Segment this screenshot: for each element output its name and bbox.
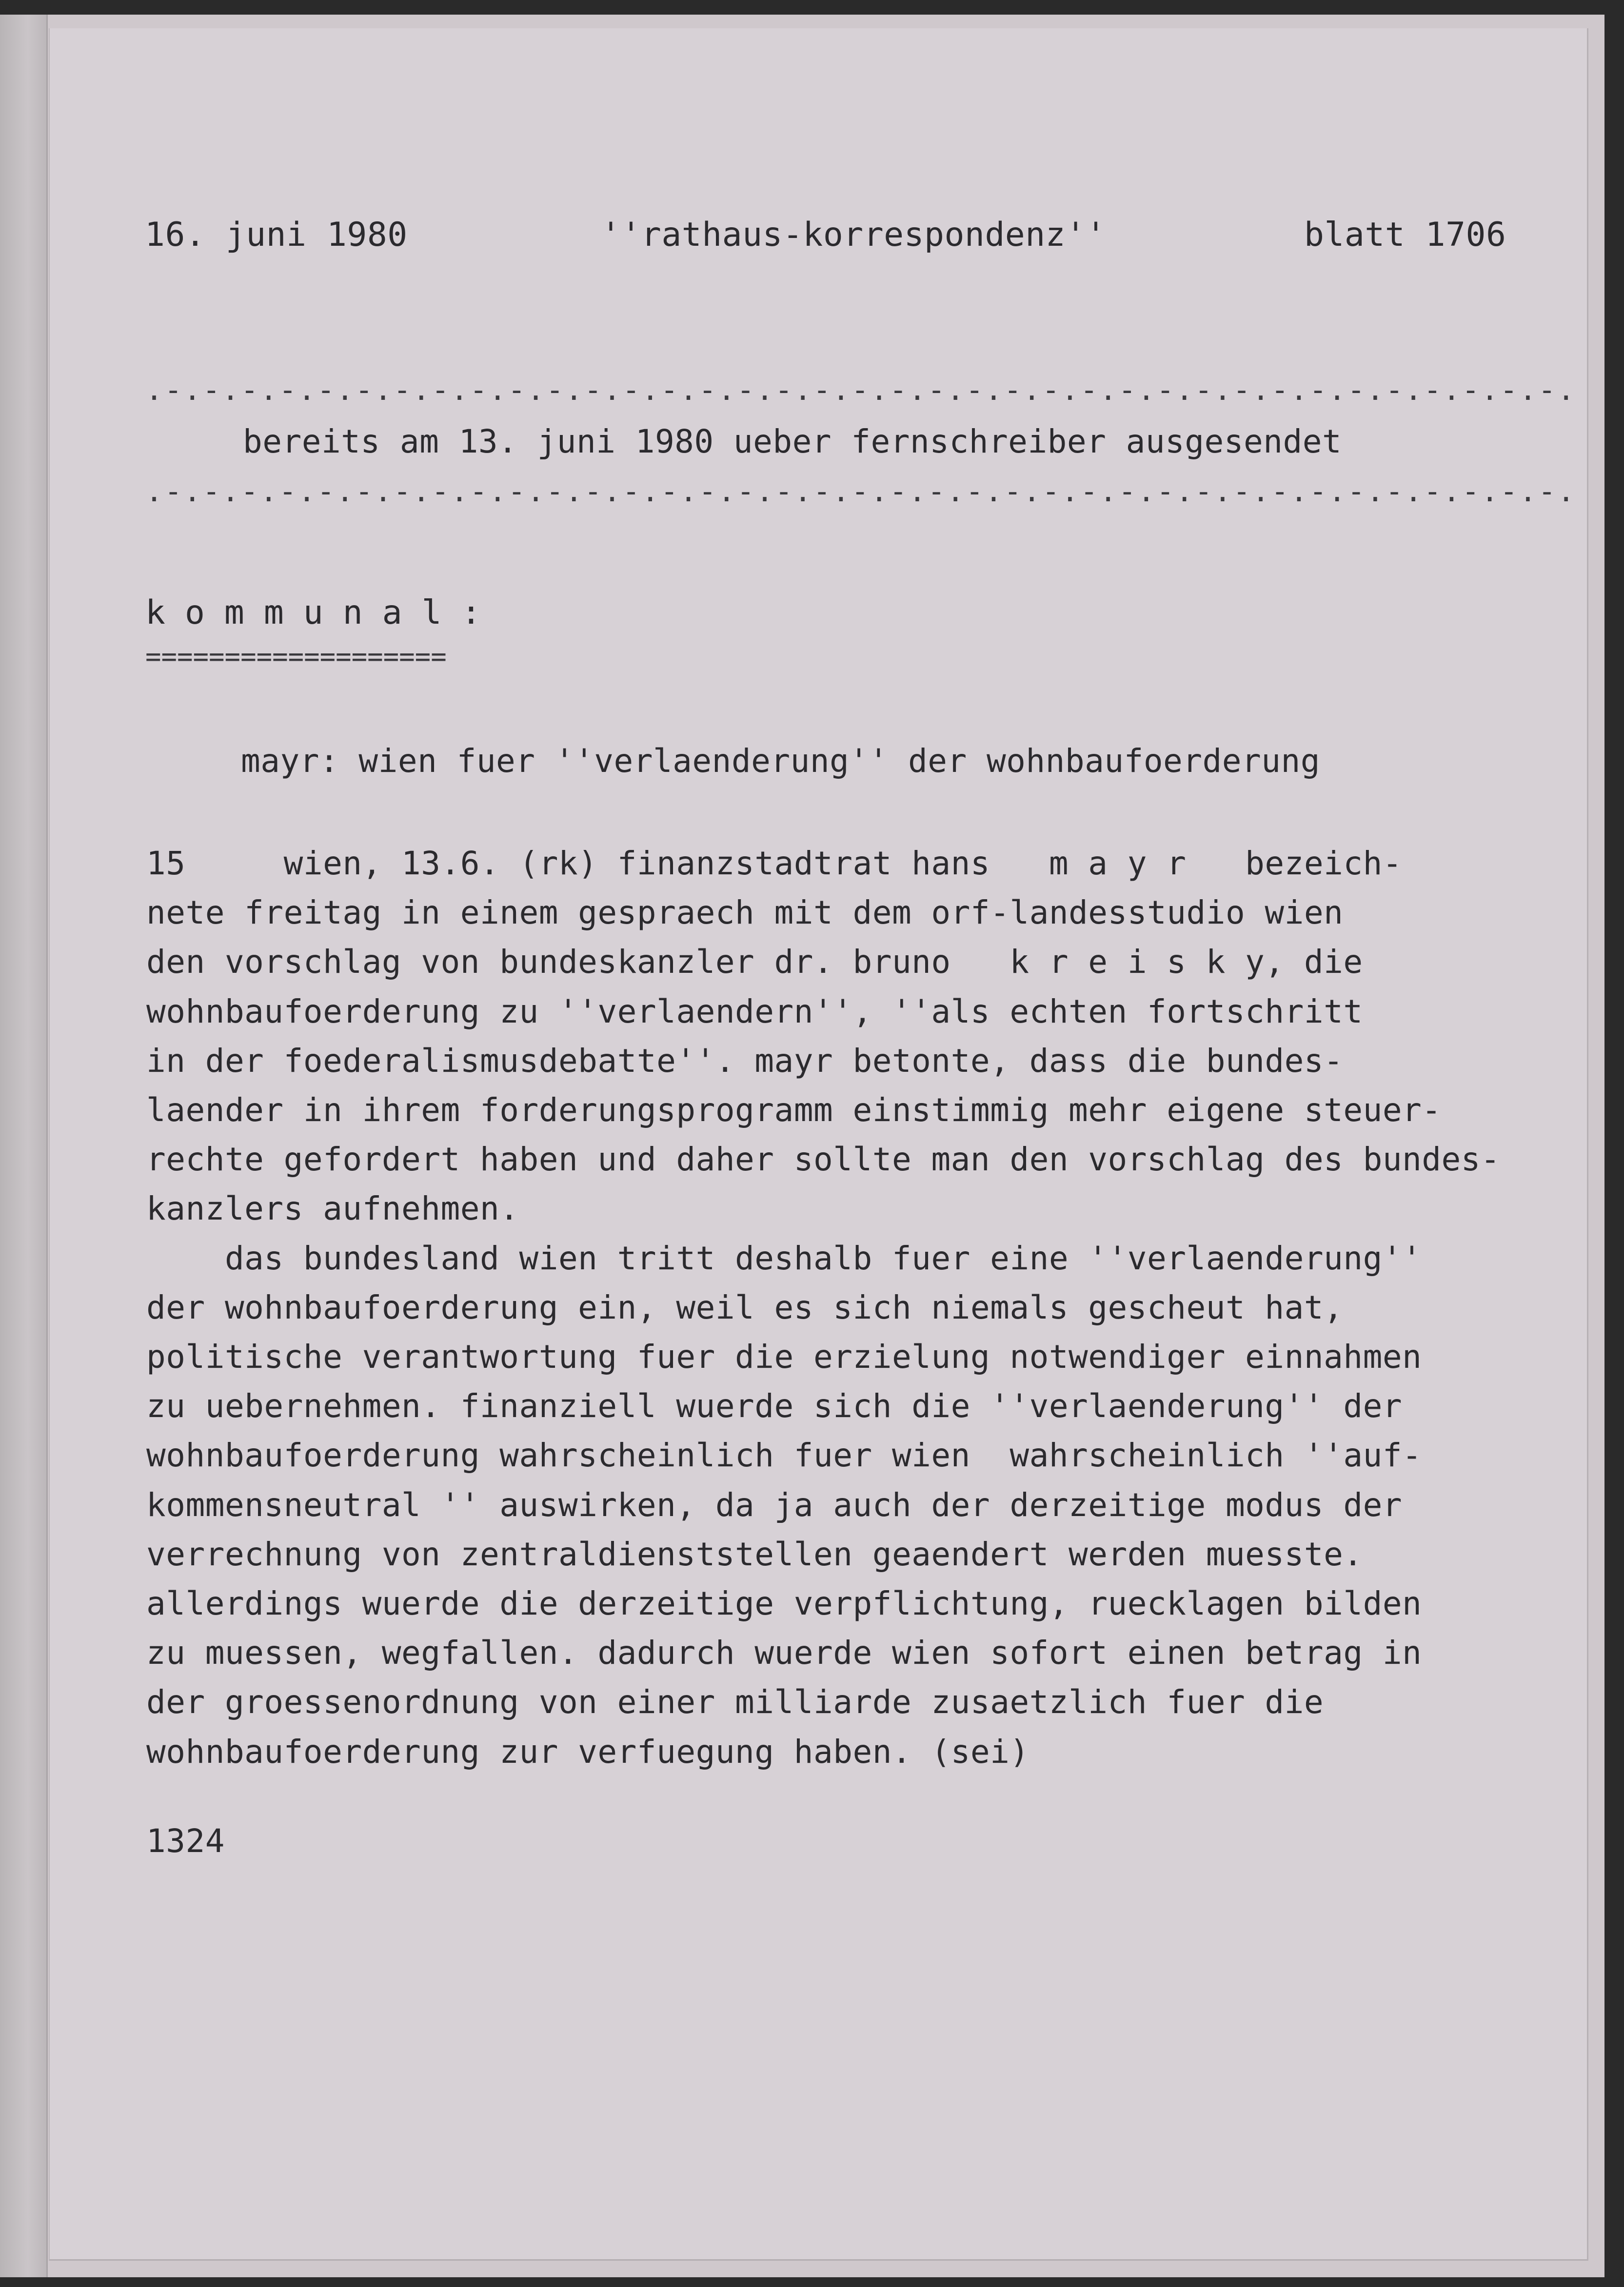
- article-line: verrechnung von zentraldienststellen geaendert werden muesste.: [146, 1535, 1363, 1573]
- section-label: kommunal:: [145, 593, 501, 632]
- header-date: 16. juni 1980: [145, 216, 408, 254]
- article-line: laender in ihrem forderungsprogramm einstimmig mehr eigene steuer-: [146, 1091, 1442, 1129]
- section-underline: ===================: [145, 641, 447, 672]
- article-line: der groessenordnung von einer milliarde zusaetzlich fuer die: [146, 1683, 1324, 1721]
- header-page-number: blatt 1706: [1304, 216, 1506, 254]
- article-line: politische verantwortung fuer die erzielung notwendiger einnahmen: [146, 1338, 1422, 1376]
- article-line: den vorschlag von bundeskanzler dr. bruno k r e i s k y, die: [146, 943, 1363, 981]
- binding-edge: [0, 15, 48, 2277]
- article-line: wohnbaufoerderung zur verfuegung haben. (sei): [146, 1733, 1030, 1771]
- article-line: wohnbaufoerderung wahrscheinlich fuer wien wahrscheinlich ''auf-: [146, 1437, 1422, 1475]
- transmission-notice: bereits am 13. juni 1980 ueber fernschreiber ausgesendet: [243, 423, 1342, 460]
- header-title: ''rathaus-korrespondenz'': [601, 216, 1106, 254]
- dash-separator-top: .-.-.-.-.-.-.-.-.-.-.-.-.-.-.-.-.-.-.-.-.-.-.-.-.-.-.-.-.-.-.-.-.-.-.-.-.-.: [145, 373, 1577, 407]
- article-headline: mayr: wien fuer ''verlaenderung'' der wohnbaufoerderung: [241, 742, 1320, 780]
- article-line: wohnbaufoerderung zu ''verlaendern'', ''als echten fortschritt: [146, 992, 1363, 1030]
- article-line: der wohnbaufoerderung ein, weil es sich niemals gescheut hat,: [146, 1288, 1344, 1326]
- dash-separator-bottom: .-.-.-.-.-.-.-.-.-.-.-.-.-.-.-.-.-.-.-.-.-.-.-.-.-.-.-.-.-.-.-.-.-.-.-.-.-.: [145, 474, 1577, 509]
- article-line: zu uebernehmen. finanziell wuerde sich die ''verlaenderung'' der: [146, 1387, 1403, 1425]
- article-line: rechte gefordert haben und daher sollte man den vorschlag des bundes-: [146, 1141, 1501, 1179]
- article-line: zu muessen, wegfallen. dadurch wuerde wien sofort einen betrag in: [146, 1634, 1422, 1672]
- article-line: in der foederalismusdebatte''. mayr betonte, dass die bundes-: [146, 1042, 1344, 1080]
- article-line: das bundesland wien tritt deshalb fuer eine ''verlaenderung'': [146, 1239, 1422, 1277]
- article-line: allerdings wuerde die derzeitige verpflichtung, ruecklagen bilden: [146, 1585, 1422, 1622]
- article-line: 15 wien, 13.6. (rk) finanzstadtrat hans m a y r bezeich-: [146, 845, 1403, 882]
- article-line: kanzlers aufnehmen.: [146, 1190, 519, 1228]
- document-page: [49, 28, 1588, 2261]
- footer-number: 1324: [146, 1822, 225, 1860]
- article-line: nete freitag in einem gespraech mit dem orf-landesstudio wien: [146, 894, 1344, 932]
- article-line: kommensneutral '' auswirken, da ja auch der derzeitige modus der: [146, 1486, 1403, 1524]
